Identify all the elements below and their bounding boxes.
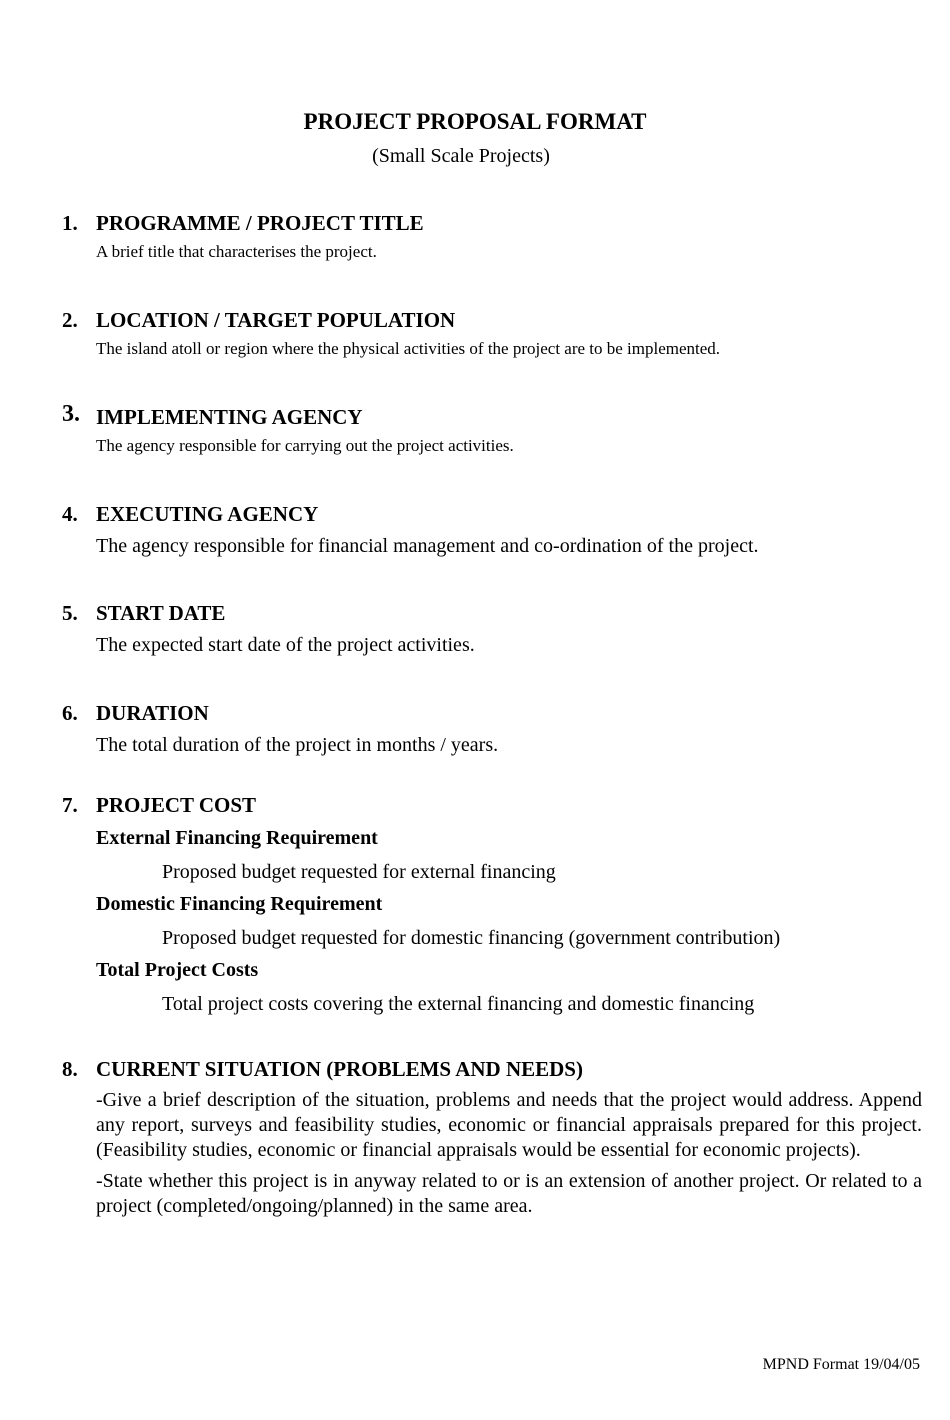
section-description: The island atoll or region where the physical activities of the project are to be implemented. bbox=[96, 339, 721, 358]
footer-format-label: MPND Format 19/04/05 bbox=[762, 1356, 920, 1373]
section-number: 3. bbox=[62, 401, 80, 427]
section-4 bbox=[62, 500, 922, 559]
section-heading bbox=[62, 699, 922, 727]
section-number: 8. bbox=[62, 1057, 78, 1081]
section-title: LOCATION / TARGET POPULATION bbox=[96, 308, 456, 332]
section-7 bbox=[62, 791, 922, 1017]
section-title: CURRENT SITUATION (PROBLEMS AND NEEDS) bbox=[96, 1057, 583, 1081]
section-paragraph-situation: -Give a brief description of the situation, problems and needs that the project would address. Append any report, surveys and feasibility studies, economic or financial appraisals prepared for this project. (Feasibility studies, economic or financial appraisals would be essential for economic projects). bbox=[96, 1089, 922, 1161]
section-8 bbox=[62, 1055, 922, 1219]
section-title: DURATION bbox=[96, 701, 209, 725]
section-description: The total duration of the project in months / years. bbox=[96, 734, 499, 756]
section-3 bbox=[62, 403, 922, 457]
section-heading bbox=[62, 209, 922, 237]
section-description: The agency responsible for carrying out the project activities. bbox=[96, 436, 514, 455]
subsection-heading-external-financing: External Financing Requirement bbox=[96, 827, 378, 849]
section-number: 1. bbox=[62, 211, 78, 235]
section-number: 5. bbox=[62, 601, 78, 625]
document-title: PROJECT PROPOSAL FORMAT bbox=[303, 109, 647, 134]
section-heading bbox=[62, 403, 922, 431]
section-title: IMPLEMENTING AGENCY bbox=[96, 405, 363, 429]
section-2 bbox=[62, 306, 922, 360]
subsection-description-total-costs: Total project costs covering the external financing and domestic financing bbox=[162, 993, 755, 1015]
section-description: The expected start date of the project activities. bbox=[96, 634, 475, 656]
section-title: PROGRAMME / PROJECT TITLE bbox=[96, 211, 424, 235]
section-number: 2. bbox=[62, 308, 78, 332]
subsection-heading-total-costs: Total Project Costs bbox=[96, 959, 259, 981]
section-1 bbox=[62, 209, 922, 263]
section-heading bbox=[62, 791, 922, 819]
subsection-description-external-financing: Proposed budget requested for external financing bbox=[162, 861, 556, 883]
document-subtitle: (Small Scale Projects) bbox=[372, 145, 550, 167]
subsection-description-domestic-financing: Proposed budget requested for domestic financing (government contribution) bbox=[162, 927, 781, 949]
subsection-heading-domestic-financing: Domestic Financing Requirement bbox=[96, 893, 383, 915]
section-number: 6. bbox=[62, 701, 78, 725]
section-5 bbox=[62, 599, 922, 658]
section-number: 7. bbox=[62, 793, 78, 817]
section-paragraph-related-projects: -State whether this project is in anyway related to or is an extension of another project. Or related to a project (completed/ongoing/planned) in the same area. bbox=[96, 1170, 922, 1217]
section-6 bbox=[62, 699, 922, 758]
section-heading bbox=[62, 1055, 922, 1083]
section-description: The agency responsible for financial management and co-ordination of the project. bbox=[96, 535, 759, 557]
section-heading bbox=[62, 306, 922, 334]
section-description: A brief title that characterises the project. bbox=[96, 242, 377, 261]
section-title: PROJECT COST bbox=[96, 793, 257, 817]
section-title: EXECUTING AGENCY bbox=[96, 502, 319, 526]
section-heading bbox=[62, 500, 922, 528]
section-heading bbox=[62, 599, 922, 627]
section-number: 4. bbox=[62, 502, 78, 526]
section-title: START DATE bbox=[96, 601, 226, 625]
